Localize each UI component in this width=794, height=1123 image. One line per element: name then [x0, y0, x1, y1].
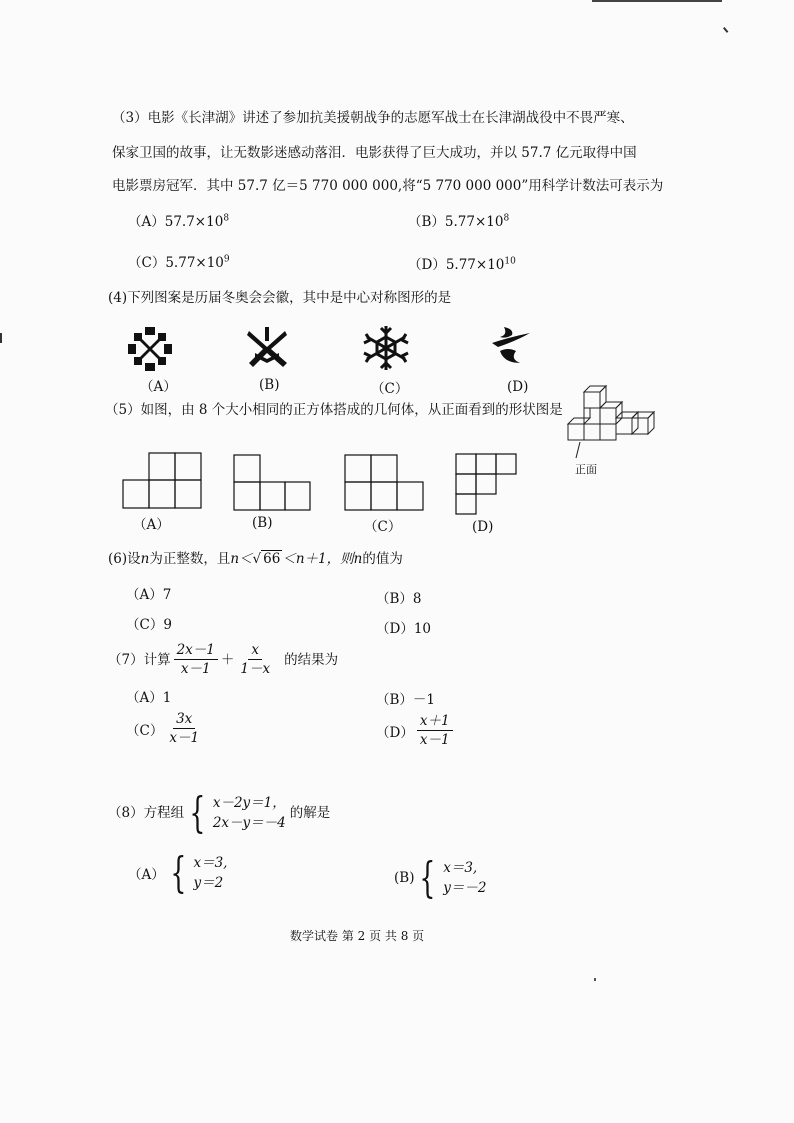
q8-stem: （8）方程组 { x－2y＝1， 2x－y＝－4 的解是 — [108, 788, 331, 837]
q6-option-d[interactable]: （D）10 — [376, 621, 432, 637]
q7-fraction-2: $\frac{x}{1-x}$ — [240, 642, 271, 677]
cube-figure-icon — [566, 382, 666, 472]
q5-option-c-shape[interactable] — [343, 454, 425, 512]
q8-option-b[interactable]: (B) { x＝3, y＝－2 — [394, 853, 487, 902]
scan-mark-corner — [723, 23, 733, 33]
q7-option-a[interactable]: （A）1 — [126, 690, 172, 706]
q7-fraction-1: $\frac{2x-1}{x-1}$ — [174, 641, 218, 678]
q5-label-a: （A） — [133, 517, 170, 533]
q4-label-a: （A） — [140, 379, 177, 395]
q4-label-b: (B) — [259, 377, 280, 393]
scan-mark-top — [592, 0, 722, 2]
emblem-c-icon[interactable] — [361, 323, 411, 373]
q5-stem: （5）如图，由 8 个大小相同的正方体搭成的几何体，从正面看到的形状图是 — [105, 402, 563, 418]
scan-mark-left — [0, 333, 2, 343]
q4-stem: (4)下列图案是历届冬奥会会徽，其中是中心对称图形的是 — [108, 290, 452, 306]
q3-line3: 电影票房冠军．其中 57.7 亿＝5 770 000 000,将“5 770 000 000”用科学计数法可表示为 — [112, 178, 664, 194]
q5-option-d-shape[interactable] — [455, 453, 519, 517]
q3-line2: 保家卫国的故事，让无数影迷感动落泪．电影获得了巨大成功，并以 57.7 亿元取得中国 — [112, 145, 637, 161]
q3-option-c[interactable]: $(C)5.77\times 10^9$ — [128, 254, 230, 271]
page-footer: 数学试卷 第 2 页 共 8 页 — [290, 929, 425, 943]
emblem-a-icon[interactable] — [126, 325, 174, 373]
emblem-b-icon[interactable] — [245, 327, 291, 371]
q4-label-d: (D) — [507, 379, 529, 395]
q8-option-a[interactable]: （A） { x＝3, y＝2 — [128, 848, 228, 897]
q5-label-d: (D) — [472, 519, 494, 535]
front-label: 正面 — [575, 463, 597, 476]
q6-option-a[interactable]: （A）7 — [126, 587, 172, 603]
q4-label-c: （C） — [371, 381, 409, 397]
q6-stem: (6)设n为正整数，且n＜√ 66 ＜n＋1，则n的值为 — [108, 551, 403, 567]
q5-label-c: （C） — [364, 519, 402, 535]
q5-option-b-shape[interactable] — [232, 454, 312, 512]
scan-speck — [594, 978, 596, 981]
q3-line1: （3）电影《长津湖》讲述了参加抗美援朝战争的志愿军战士在长津湖战役中不畏严寒、 — [112, 110, 634, 126]
q3-option-a[interactable]: $(A)57.7\times 10^8$ — [128, 213, 230, 230]
emblem-d-icon[interactable] — [490, 325, 534, 365]
q5-option-a-shape[interactable] — [121, 452, 203, 510]
q7-option-b[interactable]: （B）－1 — [376, 692, 436, 708]
q8-system: { x－2y＝1， 2x－y＝－4 — [189, 788, 286, 837]
q6-option-c[interactable]: （C）9 — [126, 617, 172, 633]
q3-option-b[interactable]: $(B)5.77\times 10^8$ — [408, 213, 510, 230]
q3-option-d[interactable]: $(D)5.77\times 10^{10}$ — [408, 256, 516, 273]
q6-option-b[interactable]: （B）8 — [376, 591, 422, 607]
q5-label-b: (B) — [252, 515, 273, 531]
q7-option-c[interactable]: （C） $\frac{3x}{x-1}$ — [126, 711, 200, 746]
q7-stem: （7）计算 $\frac{2x-1}{x-1}$ ＋ $\frac{x}{1-x}$ 的结果为 — [108, 642, 339, 677]
q7-option-d[interactable]: （D） $\frac{x+1}{x-1}$ — [376, 712, 456, 749]
